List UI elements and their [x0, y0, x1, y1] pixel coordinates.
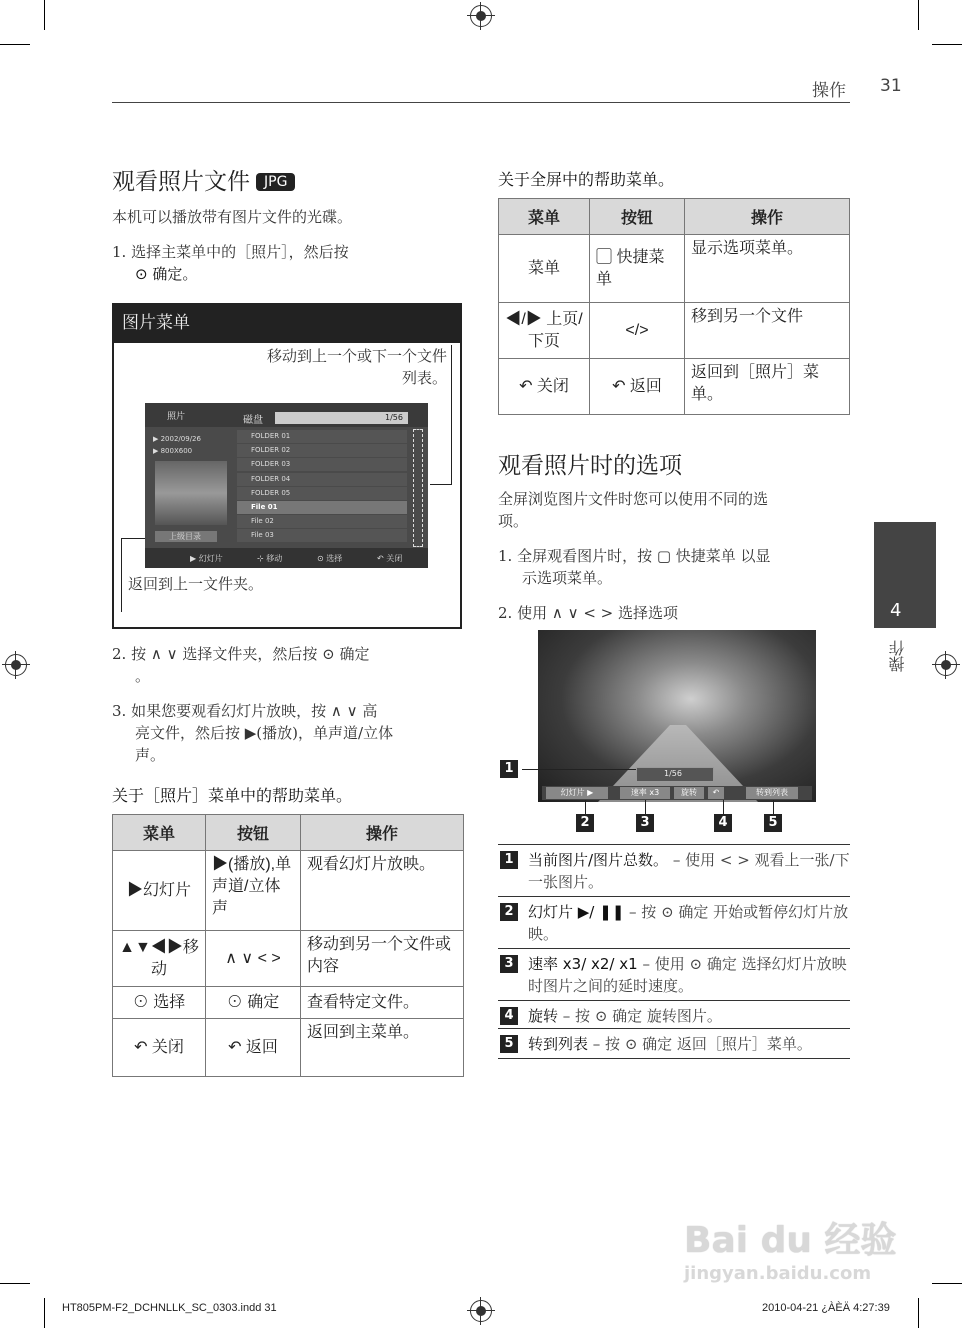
screen-file-item[interactable]: File 03 — [237, 529, 407, 542]
option-number: 5 — [500, 1035, 518, 1053]
callout-label-2: 2 — [576, 814, 594, 832]
fullscreen-photo — [538, 630, 816, 802]
screen-thumbnail — [155, 461, 227, 525]
menu-screenshot — [145, 403, 428, 568]
option-desc: – 使用 < > 观看上一张/下一张图片。 — [528, 851, 850, 891]
registration-mark-icon — [935, 654, 957, 676]
option-item — [498, 896, 850, 948]
screen-file-item[interactable]: File 01 — [237, 501, 407, 514]
photo-counter: 1/56 — [664, 769, 682, 778]
callout-label-4: 4 — [714, 814, 732, 832]
table-cell: ⊙ 确定 — [206, 987, 301, 1019]
callout-line — [723, 800, 724, 814]
section-title — [112, 163, 295, 196]
registration-mark-icon — [470, 1300, 492, 1322]
table-cell: 显示选项菜单。 — [685, 235, 850, 303]
option-desc: – 使用 ⊙ 确定 选择幻灯片放映时图片之间的延时速度。 — [528, 955, 847, 995]
options-title: 观看照片时的选项 — [498, 453, 682, 479]
section-title-text: 观看照片文件 — [112, 169, 250, 195]
table-cell: 移到另一个文件 — [685, 303, 850, 359]
callout-label-1: 1 — [500, 760, 518, 778]
left-help-table — [112, 814, 464, 1077]
step-2-line-2: 。 — [135, 667, 151, 685]
option-name: 当前图片/图片总数。 — [528, 851, 669, 869]
step-2-line-1: 2. 按 ∧ ∨ 选择文件夹，然后按 ⊙ 确定 — [112, 645, 370, 663]
header-section: 操作 — [812, 81, 846, 101]
step-1-line-2: ⊙ 确定。 — [135, 265, 198, 283]
option-item — [498, 844, 850, 896]
callout-line — [121, 538, 122, 612]
left-help-title: 关于［照片］菜单中的帮助菜单。 — [112, 786, 353, 805]
table-cell: ↶ 返回 — [590, 359, 685, 415]
table-cell: 菜单 — [499, 235, 590, 303]
table-cell: ▲▼◀▶移动 — [113, 931, 206, 987]
crop-mark — [932, 44, 962, 45]
table-cell: </> — [590, 303, 685, 359]
option-item — [498, 1000, 850, 1030]
chapter-number: 4 — [890, 600, 902, 621]
table-cell: ⊙ 选择 — [113, 987, 206, 1019]
watermark-sub: jingyan.baidu.com — [684, 1263, 872, 1284]
chapter-label: 操作 — [888, 640, 907, 672]
photo-btn-list[interactable]: 转到列表 — [746, 787, 798, 799]
option-number: 1 — [500, 851, 518, 869]
screen-up-folder[interactable] — [155, 531, 217, 542]
crop-mark — [44, 1298, 45, 1328]
option-name: 幻灯片 ▶/ ❚❚ — [528, 903, 625, 921]
table-row — [499, 359, 850, 415]
table-header: 菜单 — [499, 199, 590, 235]
step-3-line-1: 3. 如果您要观看幻灯片放映，按 ∧ ∨ 高 — [112, 702, 378, 720]
option-item — [498, 1028, 850, 1059]
callout-line — [645, 800, 646, 814]
footer-file: HT805PM-F2_DCHNLLK_SC_0303.indd 31 — [62, 1302, 277, 1314]
screen-folder-item[interactable]: FOLDER 04 — [237, 473, 407, 486]
options-step-1a: 1. 全屏观看图片时，按 ▢ 快捷菜单 以显 — [498, 547, 771, 565]
callout-label-3: 3 — [636, 814, 654, 832]
right-help-title: 关于全屏中的帮助菜单。 — [498, 170, 675, 189]
screen-footer-slideshow: ▶ 幻灯片 — [190, 554, 223, 563]
picture-menu-title: 图片菜单 — [114, 305, 460, 343]
screen-file-item[interactable]: File 02 — [237, 515, 407, 528]
table-row — [499, 235, 850, 303]
callout-line — [522, 769, 636, 770]
table-cell: ∧ ∨ < > — [206, 931, 301, 987]
screen-folder-item[interactable]: FOLDER 03 — [237, 458, 407, 471]
photo-btn-rotate[interactable]: 旋转 — [674, 787, 704, 799]
option-name: 速率 x3/ x2/ x1 — [528, 955, 638, 973]
screen-counter: 1/56 — [385, 413, 403, 422]
screen-tab-photo: 照片 — [167, 412, 186, 422]
crop-mark — [44, 0, 45, 30]
screen-size: ▶ 800X600 — [153, 447, 193, 455]
option-number: 4 — [500, 1007, 518, 1025]
callout-line — [773, 800, 774, 814]
option-number: 3 — [500, 955, 518, 973]
step-3-line-2: 亮文件，然后按 ▶(播放)，单声道/立体 — [135, 724, 394, 742]
table-cell: 查看特定文件。 — [301, 987, 464, 1019]
chapter-tab — [874, 522, 936, 628]
photo-btn-return-icon[interactable]: ↶ — [708, 787, 724, 799]
table-cell: ↶ 返回 — [206, 1019, 301, 1077]
crop-mark — [932, 1283, 962, 1284]
table-cell: 观看幻灯片放映。 — [301, 851, 464, 931]
table-cell: ▶幻灯片 — [113, 851, 206, 931]
table-header: 操作 — [685, 199, 850, 235]
table-row — [113, 851, 464, 931]
baidu-watermark — [684, 1212, 914, 1284]
option-name: 转到列表 — [528, 1035, 589, 1053]
options-step-1b: 示选项菜单。 — [522, 569, 613, 587]
page-number: 31 — [880, 76, 902, 96]
crop-mark — [0, 44, 30, 45]
option-item — [498, 948, 850, 1000]
jpg-badge: JPG — [256, 173, 295, 191]
table-row — [113, 931, 464, 987]
option-desc: – 按 ⊙ 确定 返回［照片］菜单。 — [588, 1035, 812, 1053]
screen-tab-disc: 磁盘 — [243, 415, 263, 426]
table-cell: ▶(播放),单声道/立体声 — [206, 851, 301, 931]
crop-mark — [0, 1283, 30, 1284]
callout-line — [585, 800, 586, 814]
callout-bottom: 返回到上一文件夹。 — [128, 575, 264, 593]
intro-text: 本机可以播放带有图片文件的光碟。 — [112, 208, 353, 226]
step-1-line-1: 1. 选择主菜单中的［照片］，然后按 — [112, 243, 349, 261]
crop-mark — [918, 0, 919, 30]
table-cell: ▢ 快捷菜单 — [590, 235, 685, 303]
options-intro-2: 项。 — [498, 512, 529, 530]
table-row — [113, 1019, 464, 1077]
registration-mark-icon — [470, 5, 492, 27]
screen-folder-item[interactable]: FOLDER 02 — [237, 444, 407, 457]
option-desc: – 按 ⊙ 确定 旋转图片。 — [558, 1007, 722, 1025]
table-cell: 返回到主菜单。 — [301, 1019, 464, 1077]
screen-up-folder-label: 上级目录 — [169, 532, 201, 541]
screen-folder-item[interactable]: FOLDER 01 — [237, 430, 407, 443]
table-header: 菜单 — [113, 815, 206, 851]
crop-mark — [918, 1298, 919, 1328]
options-step-2: 2. 使用 ∧ ∨ < > 选择选项 — [498, 604, 679, 622]
table-row — [113, 987, 464, 1019]
table-row — [499, 303, 850, 359]
screen-footer-move: ⊹ 移动 — [257, 554, 283, 563]
callout-line — [430, 484, 452, 485]
header-rule — [112, 102, 850, 103]
screen-folder-item[interactable]: FOLDER 05 — [237, 487, 407, 500]
callout-label-5: 5 — [764, 814, 782, 832]
option-number: 2 — [500, 903, 518, 921]
table-cell: 移动到另一个文件或内容 — [301, 931, 464, 987]
footer-date: 2010-04-21 ¿ÀÈÄ 4:27:39 — [762, 1302, 890, 1314]
table-cell: ↶ 关闭 — [113, 1019, 206, 1077]
photo-btn-slideshow[interactable]: 幻灯片 ▶ — [546, 787, 608, 799]
option-name: 旋转 — [528, 1007, 559, 1025]
screen-footer-select: ⊙ 选择 — [317, 554, 343, 563]
table-cell: 返回到［照片］菜单。 — [685, 359, 850, 415]
table-header: 按钮 — [206, 815, 301, 851]
callout-top: 移动到上一个或下一个文件列表。 — [266, 347, 447, 387]
table-cell: ↶ 关闭 — [499, 359, 590, 415]
step-3-line-3: 声。 — [135, 746, 166, 764]
options-intro-1: 全屏浏览图片文件时您可以使用不同的选 — [498, 490, 769, 508]
right-help-table — [498, 198, 850, 415]
photo-btn-speed[interactable]: 速率 x3 — [620, 787, 670, 799]
table-header: 操作 — [301, 815, 464, 851]
table-header: 按钮 — [590, 199, 685, 235]
screen-scrollbar[interactable] — [413, 429, 423, 547]
callout-line — [451, 345, 452, 485]
screen-footer-close: ↶ 关闭 — [377, 554, 403, 563]
watermark-main: Bai du 经验 — [684, 1220, 897, 1261]
table-cell: ◀/▶ 上页/下页 — [499, 303, 590, 359]
screen-date: ▶ 2002/09/26 — [153, 435, 201, 443]
option-desc: – 按 ⊙ 确定 开始或暂停幻灯片放映。 — [528, 903, 849, 943]
registration-mark-icon — [5, 654, 27, 676]
